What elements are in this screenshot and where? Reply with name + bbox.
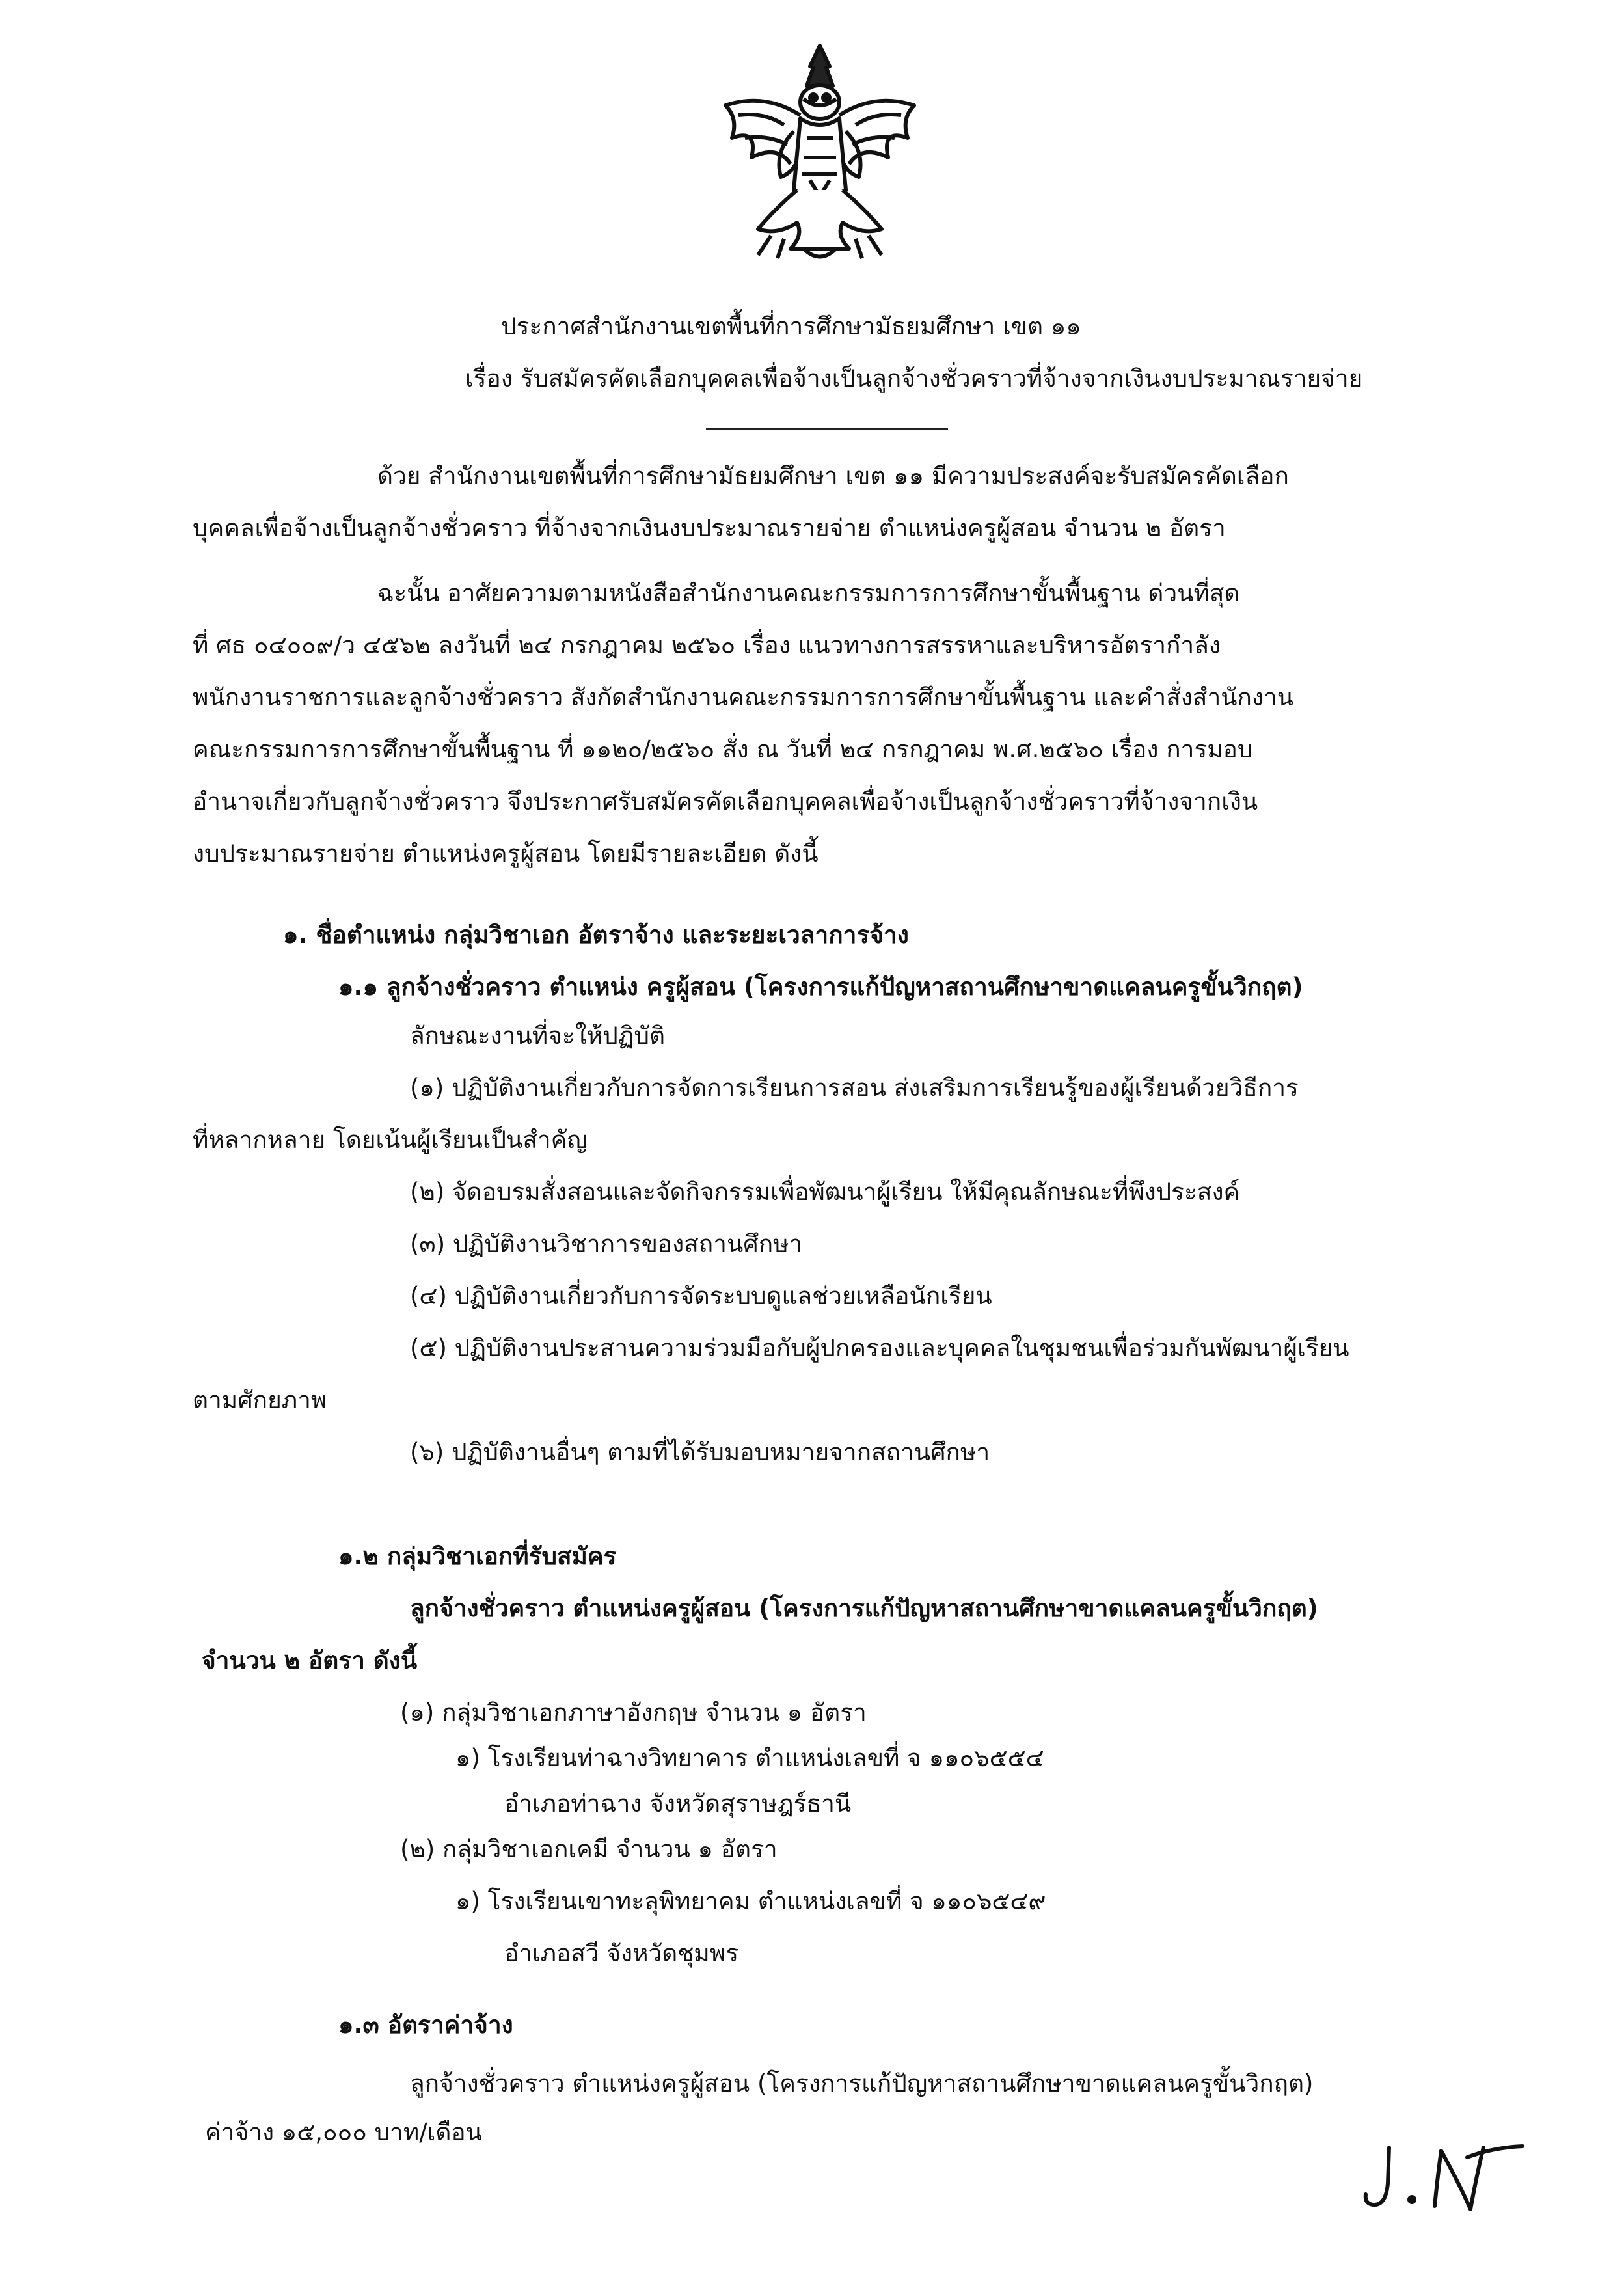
garuda-emblem-icon bbox=[712, 40, 927, 265]
section-1-heading: ๑. ชื่อตำแหน่ง กลุ่มวิชาเอก อัตราจ้าง และระยะเวลาการจ้าง bbox=[283, 921, 909, 949]
title-divider bbox=[706, 428, 948, 430]
duty-6: (๖) ปฏิบัติงานอื่นๆ ตามที่ได้รับมอบหมายจากสถานศึกษา bbox=[410, 1438, 990, 1466]
intro-paragraph-1-line-2: บุคคลเพื่อจ้างเป็นลูกจ้างชั่วคราว ที่จ้างจากเงินงบประมาณรายจ่าย ตำแหน่งครูผู้สอน จำนวน ๒ อัตรา bbox=[193, 514, 1226, 542]
duty-4: (๔) ปฏิบัติงานเกี่ยวกับการจัดระบบดูแลช่วยเหลือนักเรียน bbox=[410, 1282, 992, 1310]
wage-amount: ค่าจ้าง ๑๕,๐๐๐ บาท/เดือน bbox=[205, 2118, 482, 2146]
section-1-2-heading: ๑.๒ กลุ่มวิชาเอกที่รับสมัคร bbox=[338, 1542, 617, 1570]
duty-1-line-2: ที่หลากหลาย โดยเน้นผู้เรียนเป็นสำคัญ bbox=[193, 1126, 588, 1154]
duty-1-line-1: (๑) ปฏิบัติงานเกี่ยวกับการจัดการเรียนการสอน ส่งเสริมการเรียนรู้ของผู้เรียนด้วยวิธีการ bbox=[410, 1074, 1299, 1102]
document-title: ประกาศสำนักงานเขตพื้นที่การศึกษามัธยมศึกษา เขต ๑๑ bbox=[501, 312, 1081, 340]
intro-paragraph-1-line-1: ด้วย สำนักงานเขตพื้นที่การศึกษามัธยมศึกษา เขต ๑๑ มีความประสงค์จะรับสมัครคัดเลือก bbox=[377, 462, 1289, 490]
document-subject: เรื่อง รับสมัครคัดเลือกบุคคลเพื่อจ้างเป็นลูกจ้างชั่วคราวที่จ้างจากเงินงบประมาณรายจ่าย bbox=[465, 364, 1363, 392]
intro-paragraph-2-line-1: ฉะนั้น อาศัยความตามหนังสือสำนักงานคณะกรรมการการศึกษาขั้นพื้นฐาน ด่วนที่สุด bbox=[377, 579, 1240, 607]
section-1-3-heading: ๑.๓ อัตราค่าจ้าง bbox=[338, 2011, 513, 2039]
duty-5-line-2: ตามศักยภาพ bbox=[193, 1386, 327, 1414]
major-chemistry-district: อำเภอสวี จังหวัดชุมพร bbox=[504, 1939, 739, 1967]
major-chemistry: (๒) กลุ่มวิชาเอกเคมี จำนวน ๑ อัตรา bbox=[400, 1835, 778, 1863]
intro-paragraph-2-line-2: ที่ ศธ ๐๔๐๐๙/ว ๔๕๖๒ ลงวันที่ ๒๔ กรกฎาคม ๒๕๖๐ เรื่อง แนวทางการสรรหาและบริหารอัตรากำลัง bbox=[193, 631, 1221, 659]
intro-paragraph-2-line-3: พนักงานราชการและลูกจ้างชั่วคราว สังกัดสำนักงานคณะกรรมการการศึกษาขั้นพื้นฐาน และคำสั่งสำนักงาน bbox=[193, 683, 1294, 711]
intro-paragraph-2-line-6: งบประมาณรายจ่าย ตำแหน่งครูผู้สอน โดยมีรายละเอียด ดังนี้ bbox=[193, 839, 819, 867]
signature-initials bbox=[1357, 2134, 1532, 2219]
intro-paragraph-2-line-5: อำนาจเกี่ยวกับลูกจ้างชั่วคราว จึงประกาศรับสมัครคัดเลือกบุคคลเพื่อจ้างเป็นลูกจ้างชั่วคราวที่จ้างจากเงิน bbox=[193, 787, 1258, 815]
duty-3: (๓) ปฏิบัติงานวิชาการของสถานศึกษา bbox=[410, 1230, 803, 1258]
section-1-3-line-1: ลูกจ้างชั่วคราว ตำแหน่งครูผู้สอน (โครงการแก้ปัญหาสถานศึกษาขาดแคลนครูขั้นวิกฤต) bbox=[410, 2069, 1314, 2097]
major-chemistry-school: ๑) โรงเรียนเขาทะลุพิทยาคม ตำแหน่งเลขที่ จ ๑๑๐๖๕๔๙ bbox=[455, 1887, 1046, 1915]
section-1-2-line-2: จำนวน ๒ อัตรา ดังนี้ bbox=[202, 1646, 418, 1674]
duty-2: (๒) จัดอบรมสั่งสอนและจัดกิจกรรมเพื่อพัฒนาผู้เรียน ให้มีคุณลักษณะที่พึงประสงค์ bbox=[410, 1178, 1240, 1206]
major-english-district: อำเภอท่าฉาง จังหวัดสุราษฎร์ธานี bbox=[504, 1790, 852, 1818]
major-english-school: ๑) โรงเรียนท่าฉางวิทยาคาร ตำแหน่งเลขที่ จ ๑๑๐๖๕๕๔ bbox=[455, 1744, 1044, 1772]
section-1-1-heading: ๑.๑ ลูกจ้างชั่วคราว ตำแหน่ง ครูผู้สอน (โครงการแก้ปัญหาสถานศึกษาขาดแคลนครูขั้นวิกฤต) bbox=[338, 973, 1303, 1001]
intro-paragraph-2-line-4: คณะกรรมการการศึกษาขั้นพื้นฐาน ที่ ๑๑๒๐/๒๕๖๐ สั่ง ณ วันที่ ๒๔ กรกฎาคม พ.ศ.๒๕๖๐ เรื่อง การมอบ bbox=[193, 735, 1253, 763]
duty-5-line-1: (๕) ปฏิบัติงานประสานความร่วมมือกับผู้ปกครองและบุคคลในชุมชนเพื่อร่วมกันพัฒนาผู้เรียน bbox=[410, 1334, 1349, 1362]
section-1-1-subheading: ลักษณะงานที่จะให้ปฏิบัติ bbox=[410, 1022, 666, 1050]
major-english: (๑) กลุ่มวิชาเอกภาษาอังกฤษ จำนวน ๑ อัตรา bbox=[400, 1698, 867, 1726]
section-1-2-line-1: ลูกจ้างชั่วคราว ตำแหน่งครูผู้สอน (โครงการแก้ปัญหาสถานศึกษาขาดแคลนครูขั้นวิกฤต) bbox=[410, 1594, 1318, 1622]
